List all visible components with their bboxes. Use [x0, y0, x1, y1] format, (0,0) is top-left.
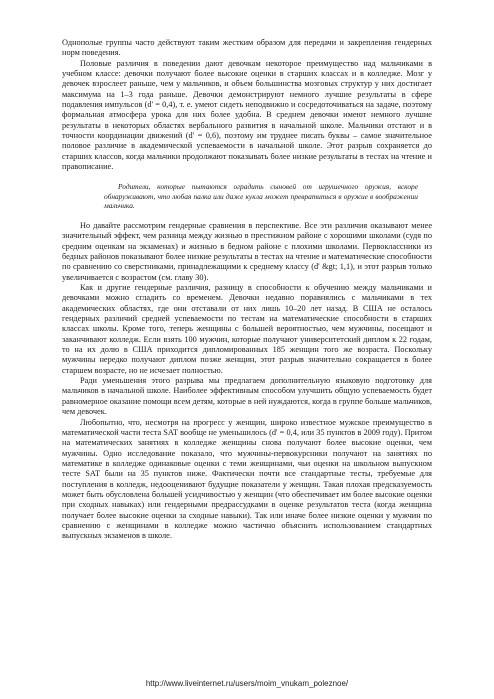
paragraph-3: Но давайте рассмотрим гендерные сравнения в перспективе. Все эти различия оказывают менее значительный эффект, чем разница между жизнью в престижном районе с хорошими школами (судя по средним оценкам на экзаменах) и жизнью в бедном районе с плохими школами. Первоклассники из бедных районов показывают более низкие результаты в тестах на чтение и математические способности по сравнению со сверстниками, принадлежащими к среднему классу (d' &gt; 1,1), и этот разрыв только увеличивается с возрастом (см. главу 30).	[62, 220, 432, 282]
paragraph-6: Любопытно, что, несмотря на прогресс у женщин, широко известное мужское преимущество в математической части теста SAT вообще не уменьшилось (d' = 0,4, или 35 пунктов в 2009 году). Притом на математических занятиях в колледже женщины снова получают более высокие оценки, чем мужчины. Одно исследование показало, что мужчины-первокурсники получают на занятиях по математике в колледже одинаковые оценки с теми женщинами, чьи оценки на школьном выпускном тесте SAT были на 35 пунктов ниже. Фактически почти все стандартные тесты, требуемые для поступления в колледж, недооценивают будущие показатели у женщин. Такая плохая предсказуемость может быть обусловлена большей усидчивостью у женщин (что обеспечивает им более высокие оценки при сходных навыках) или гендерными предрассудками в оценке результатов теста (когда женщина получает более высокие оценки за сходные навыки). Так или иначе более низкие оценки у мужчин по сравнению с женщинами в колледже можно частично объяснить использованием стандартных выпускных экзаменов в школе.	[62, 417, 432, 541]
paragraph-5: Ради уменьшения этого разрыва мы предлагаем дополнительную языковую подготовку для мальчиков в начальной школе. Наиболее эффективным способом улучшить общую успеваемость будет равномерное оказание помощи всем детям, которые в ней нуждаются, когда в группе больше мальчиков, чем девочек.	[62, 376, 432, 417]
footer-url: http://www.liveinternet.ru/users/moim_vnukam_poleznoe/	[145, 679, 349, 688]
paragraph-1: Однополые группы часто действуют таким жестким образом для передачи и закрепления гендерных норм поведения.	[62, 38, 432, 58]
quote-block: Родители, которые пытаются оградить сыновей от игрушечного оружия, вскоре обнаруживают, что любая палка или даже кукла может превратиться в оружие в воображении мальчика.	[104, 182, 418, 211]
paragraph-4: Как и другие гендерные различия, разницу в способности к обучению между мальчиками и девочками можно сгладить со временем. Девочки недавно поравнялись с мальчиками в тех академических областях, где они отставали от них лишь 10–20 лет назад. В США не осталось гендерных различий средней успеваемости по тестам на математические способности в старших классах школы. Кроме того, теперь женщины с большей вероятностью, чем мужчины, посещают и заканчивают колледж. Если взять 100 мужчин, которые получают университетский диплом к 22 годам, то на их долю в США приходится дипломированных 185 женщин того же возраста. Поскольку мужчины нередко получают диплом позже женщин, этот разрыв значительно сокращается в более старшем возрасте, но не исчезает полностью.	[62, 283, 432, 375]
paragraph-2: Половые различия в поведении дают девочкам некоторое преимущество над мальчиками в учебном классе: девочки получают более высокие оценки в старших классах и в колледже. Мозг у девочек взрослеет раньше, чем у мальчиков, и объем большинства мозговых структур у них достигает максимума на 1–3 года раньше. Девочки демонстрируют немного лучшие результаты в сфере подавления импульсов (d' = 0,4), т. е. умеют сидеть неподвижно и сосредоточиваться на задаче, поэтому формальная атмосфера урока для них более удобна. В среднем девочки имеют немного лучшие результаты в некоторых областях вербального развития в начальной школе. Мальчики отстают и в точности координации движений (d' = 0,6), поэтому им труднее писать буквы – самое значительное половое различие в академической успеваемости в начальной школе. Этот разрыв сохраняется до старших классов, когда мальчики продолжают показывать более низкие результаты в тестах на чтение и правописание.	[62, 58, 432, 172]
